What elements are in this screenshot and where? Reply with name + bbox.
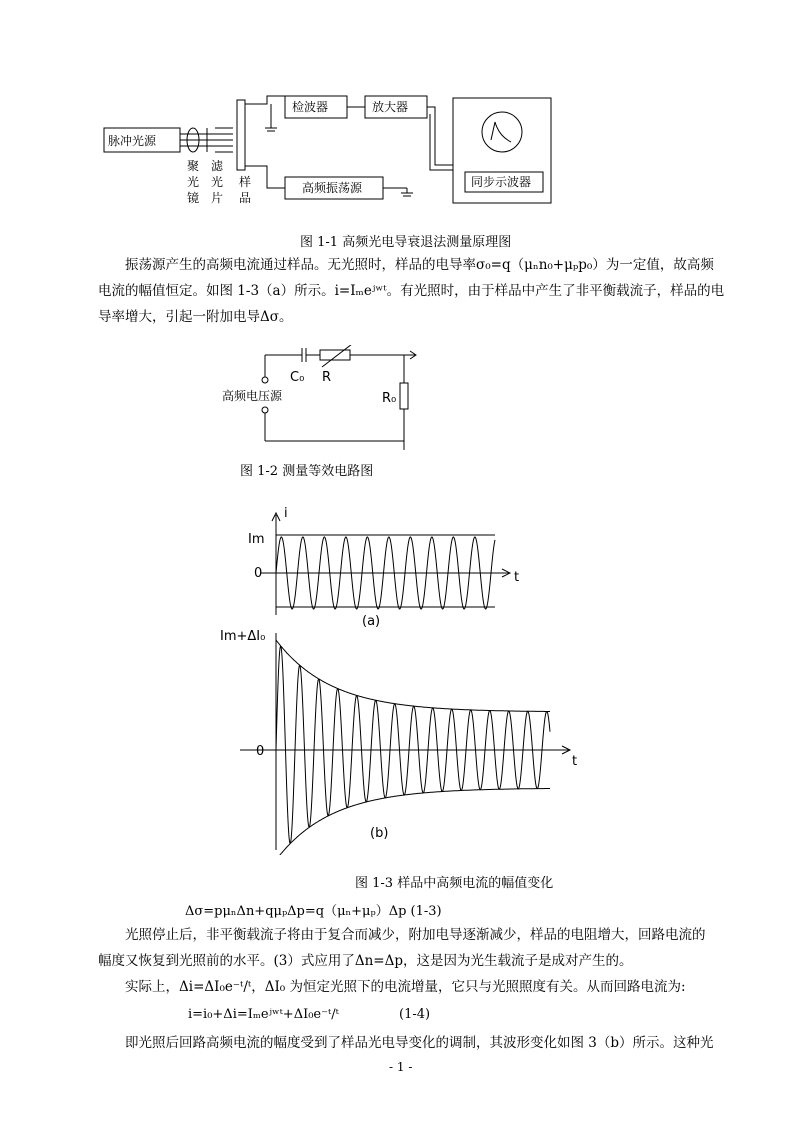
source-label: 高频电压源	[222, 389, 283, 403]
lens-char-2: 光	[187, 175, 200, 189]
a-label: (a)	[362, 614, 381, 629]
filter-char-2: 光	[211, 175, 224, 189]
page-number: - 1 -	[389, 1060, 413, 1074]
p2-line-2: 幅度又恢复到光照前的水平。(3）式应用了Δn=Δp，这是因为光生载流子是成对产生的。	[98, 953, 633, 969]
figure-1-1-caption: 图 1-1 高频光电导衰退法测量原理图	[300, 235, 512, 250]
p3-line-1: 实际上，Δi=ΔI₀e⁻ᵗ/ᵗ，ΔI₀ 为恒定光照下的电流增量，它只与光照照度有关。从而回路电流为:	[125, 979, 686, 995]
p2-line-1: 光照停止后，非平衡载流子将由于复合而减少，附加电导逐渐减少，样品的电阻增大，回路电流的	[125, 927, 706, 943]
pulse-source-label: 脉冲光源	[108, 134, 157, 148]
detector-label: 检波器	[292, 100, 329, 114]
b-top-label: Im+ΔI₀	[220, 629, 266, 644]
p1-line-3: 导率增大，引起一附加电导Δσ。	[98, 309, 293, 325]
sample-char-2: 品	[239, 191, 252, 205]
zero-label-b: 0	[256, 744, 265, 759]
b-label: (b)	[370, 826, 389, 841]
lens-char-1: 聚	[187, 159, 200, 173]
sample-bar	[237, 100, 245, 170]
figure-1-1	[95, 90, 565, 215]
filter-char-3: 片	[211, 191, 224, 205]
lens-char-3: 镜	[187, 191, 200, 205]
equation-1-4: i=i₀+Δi=Iₘeʲʷᵗ+ΔI₀e⁻ᵗ/ᵗ	[188, 1007, 339, 1022]
t-label-b: t	[572, 754, 578, 769]
hf-oscillator-label: 高频振荡源	[302, 181, 363, 195]
p1-line-2: 电流的幅值恒定。如图 1-3（a）所示。i=Iₘeʲʷᵗ。有光照时，由于样品中产生了非平衡载流子，样品的电	[98, 283, 725, 299]
p1-line-1: 振荡源产生的高频电流通过样品。无光照时，样品的电导率σ₀=q（μₙn₀+μₚp₀）为一定值，故高频	[125, 257, 714, 273]
figure-1-3b	[220, 625, 590, 855]
p4-line-1: 即光照后回路高频电流的幅度受到了样品光电导变化的调制，其波形变化如图 3（b）所示。这种光	[125, 1035, 714, 1051]
amplifier-label: 放大器	[372, 100, 409, 114]
im-label: Im	[248, 532, 265, 547]
figure-1-3a	[240, 505, 540, 635]
wave-b	[276, 646, 550, 844]
figure-1-2	[210, 345, 430, 460]
envelope-bottom-b	[276, 789, 550, 856]
figure-1-2-caption: 图 1-2 测量等效电路图	[240, 464, 374, 479]
zero-label-a: 0	[254, 566, 263, 581]
r0-label: R₀	[382, 391, 397, 406]
sample-char-1: 样	[239, 175, 252, 189]
paragraph-4	[98, 1030, 738, 1056]
filter-char-1: 滤	[211, 159, 224, 173]
sync-scope-label: 同步示波器	[471, 175, 532, 189]
figure-1-3-caption: 图 1-3 样品中高频电流的幅值变化	[355, 876, 554, 891]
equation-1-4-number: (1-4)	[399, 1007, 431, 1022]
t-label-a: t	[514, 570, 520, 585]
paragraph-2	[98, 922, 738, 1000]
equation-1-3: Δσ=pμₙΔn+qμₚΔp=q（μₙ+μₚ）Δp (1-3)	[185, 904, 442, 919]
r-label: R	[322, 370, 332, 385]
paragraph-1	[98, 252, 738, 330]
c0-label: C₀	[290, 370, 305, 385]
axis-i-label: i	[284, 506, 288, 521]
envelope-top-b	[276, 640, 550, 712]
